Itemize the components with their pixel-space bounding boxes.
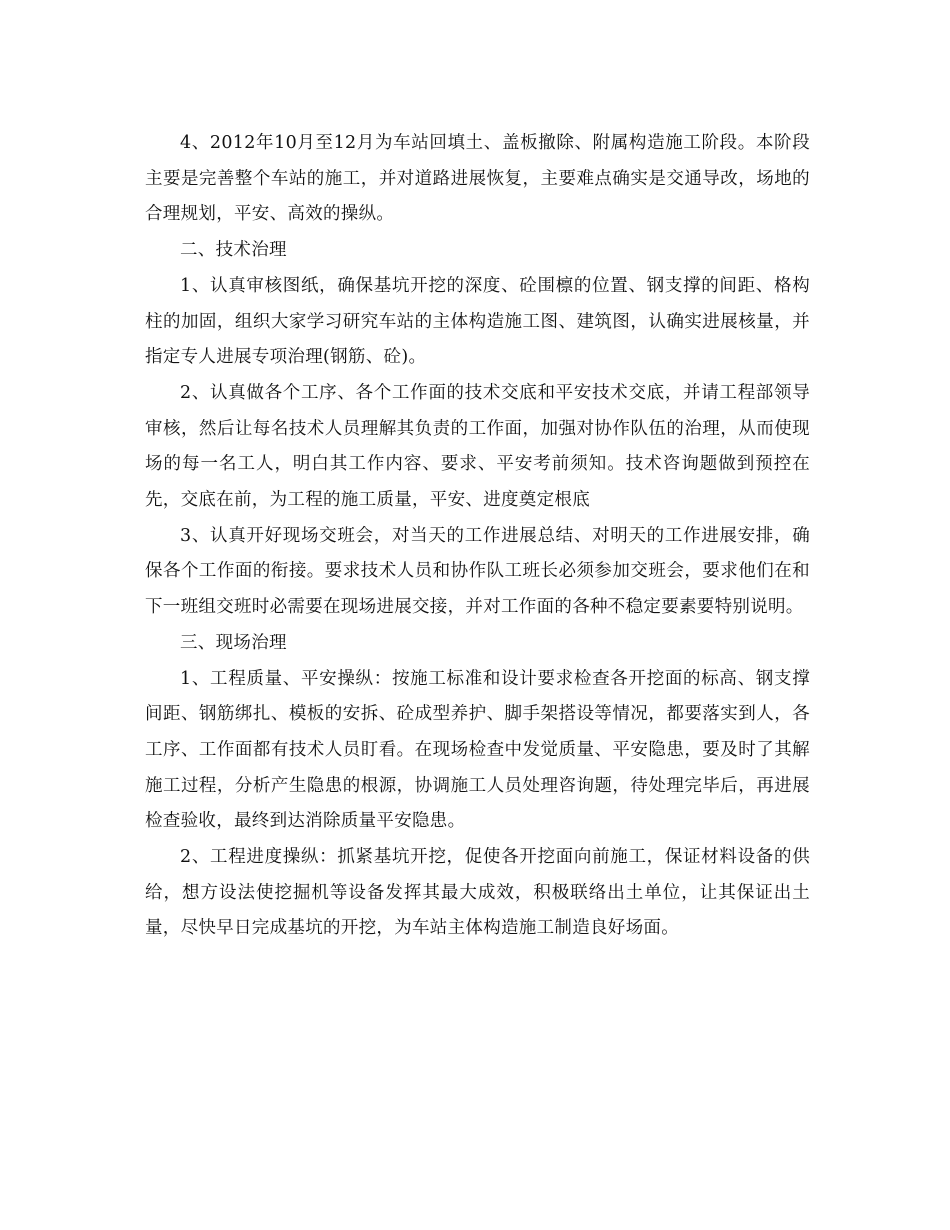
paragraph-site-2: 2、工程进度操纵：抓紧基坑开挖，促使各开挖面向前施工，保证材料设备的供给，想方设法使挖掘机等设备发挥其最大成效，积极联络出土单位，让其保证出土量，尽快早日完成基坑的开挖，为车站主体构造施工制造良好场面。 bbox=[145, 847, 810, 939]
paragraph-stage-4: 4、2012年10月至12月为车站回填土、盖板撤除、附属构造施工阶段。本阶段主要是完善整个车站的施工，并对道路进展恢复，主要难点确实是交通导改，场地的合理规划，平安、高效的操纵。 bbox=[145, 133, 810, 225]
paragraph-technical-1: 1、认真审核图纸，确保基坑开挖的深度、砼围檩的位置、钢支撑的间距、格构柱的加固，组织大家学习研究车站的主体构造施工图、建筑图，认确实进展核量，并指定专人进展专项治理(钢筋、砼)。 bbox=[145, 275, 810, 368]
document-page bbox=[145, 126, 810, 947]
paragraph-technical-2: 2、认真做各个工序、各个工作面的技术交底和平安技术交底，并请工程部领导审核，然后让每名技术人员理解其负责的工作面，加强对协作队伍的治理，从而使现场的每一名工人，明白其工作内容、要求、平安考前须知。技术咨询题做到预控在先，交底在前，为工程的施工质量，平安、进度奠定根底 bbox=[145, 382, 810, 511]
paragraph-technical-3: 3、认真开好现场交班会，对当天的工作进展总结、对明天的工作进展安排，确保各个工作面的衔接。要求技术人员和协作队工班长必须参加交班会，要求他们在和下一班组交班时必需要在现场进展交接，并对工作面的各种不稳定要素要特别说明。 bbox=[145, 525, 810, 618]
paragraph-site-1: 1、工程质量、平安操纵：按施工标准和设计要求检查各开挖面的标高、钢支撑间距、钢筋绑扎、模板的安拆、砼成型养护、脚手架搭设等情况，都要落实到人，各工序、工作面都有技术人员盯看。在现场检查中发觉质量、平安隐患，要及时了其解施工过程，分析产生隐患的根源，协调施工人员处理咨询题，待处理完毕后，再进展检查验收，最终到达消除质量平安隐患。 bbox=[145, 668, 810, 832]
heading-technical-management: 二、技术治理 bbox=[180, 240, 287, 261]
heading-site-management: 三、现场治理 bbox=[180, 632, 287, 653]
